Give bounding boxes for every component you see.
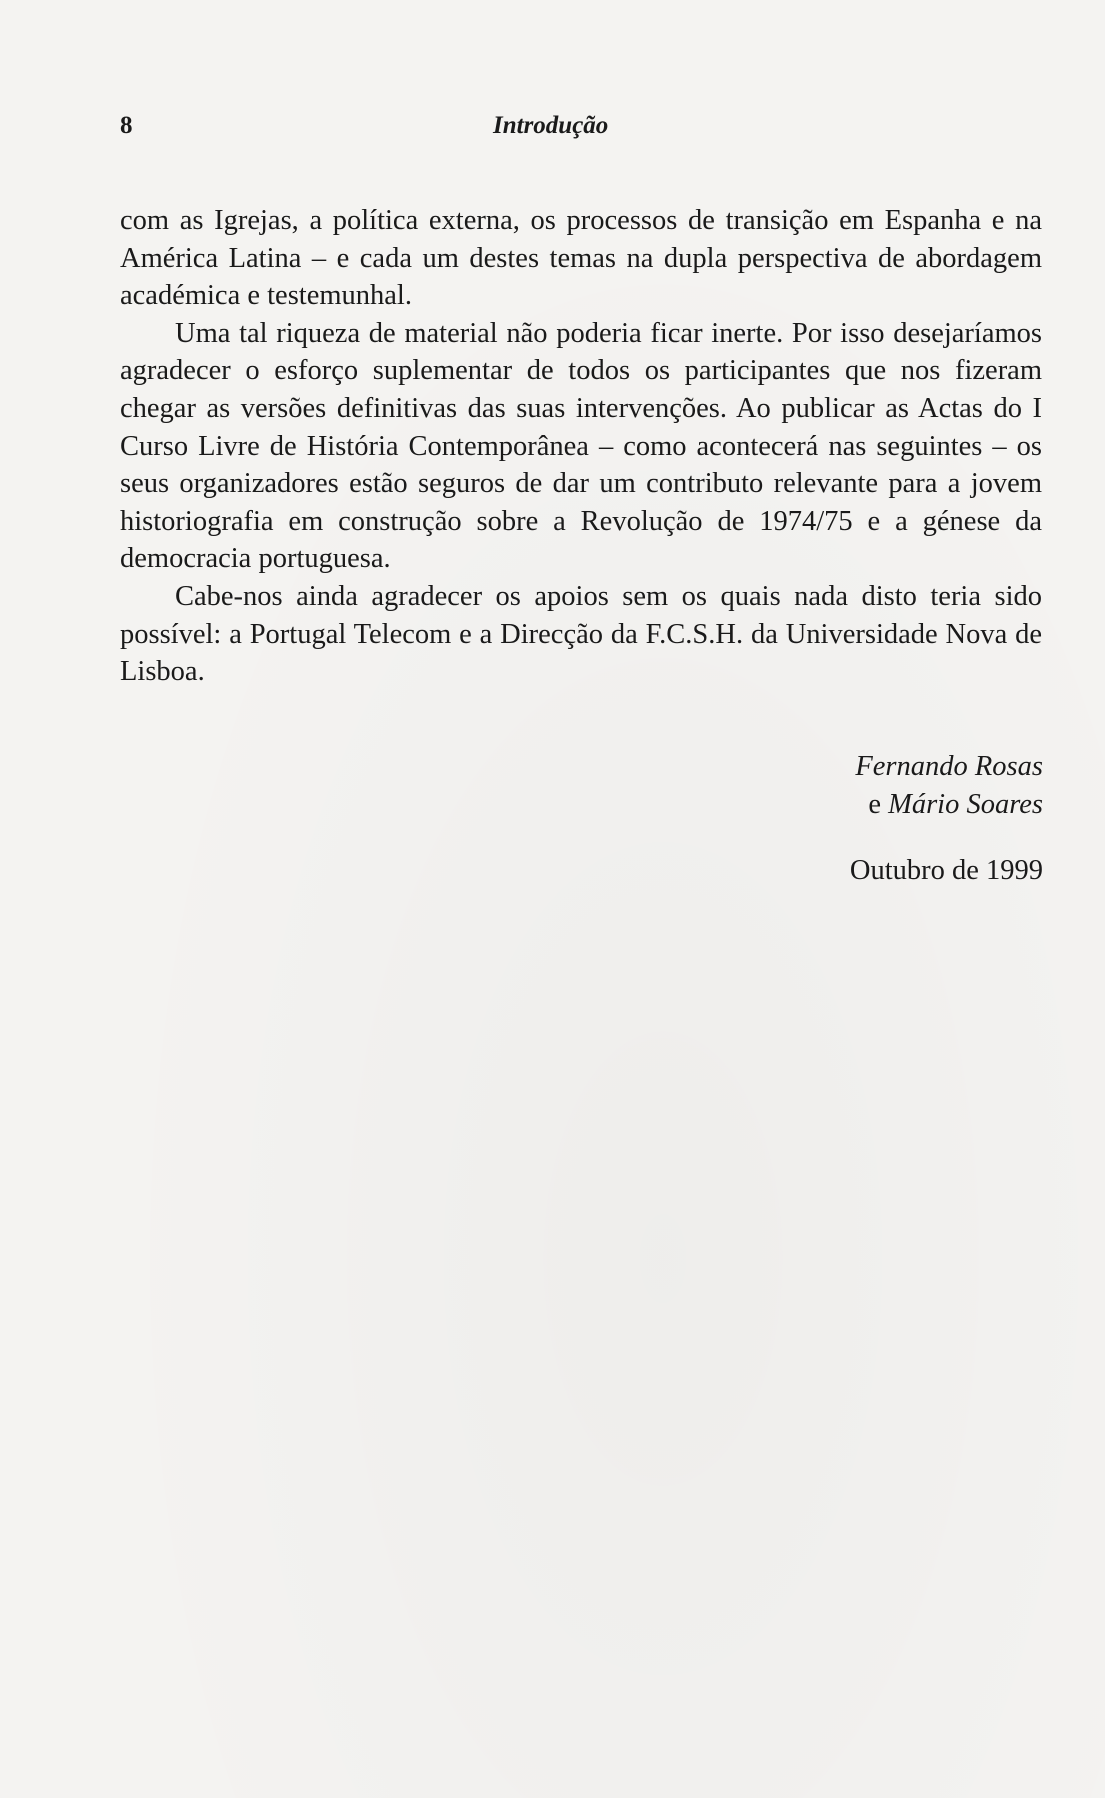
running-header <box>120 112 1048 146</box>
author-name: Fernando Rosas <box>855 751 1043 782</box>
signature-date: Outubro de 1999 <box>849 855 1043 886</box>
author-conjunction: e <box>868 788 881 820</box>
author-name: Mário Soares <box>888 788 1043 820</box>
author-name-second <box>855 786 1043 824</box>
paragraph-continuation: com as Igrejas, a política externa, os processos de transição em Espanha e na América Latina – e cada um destes temas na dupla perspectiva de abordagem académica e testemunhal. <box>120 205 1042 312</box>
paragraph-sponsors: Cabe-nos ainda agradecer os apoios sem os quais nada disto teria sido possível: a Portugal Telecom e a Direcção da F.C.S.H. da Universidade Nova de Lisboa. <box>120 580 1042 688</box>
page-number: 8 <box>120 112 133 139</box>
signature-block <box>855 748 1043 823</box>
running-title: Introdução <box>493 112 609 139</box>
paragraph-acknowledgement: Uma tal riqueza de material não poderia ficar inerte. Por isso desejaríamos agradecer o esforço suplementar de todos os participantes que nos fizeram chegar as versões definitivas das suas intervenções. Ao publicar as Actas do I Curso Livre de História Contemporânea – como acontecerá nas seguintes – os seus organizadores estão seguros de dar um contributo relevante para a jovem historiografia em construção sobre a Revolução de 1974/75 e a génese da democracia portuguesa. <box>120 317 1042 575</box>
body-text <box>120 202 1042 691</box>
